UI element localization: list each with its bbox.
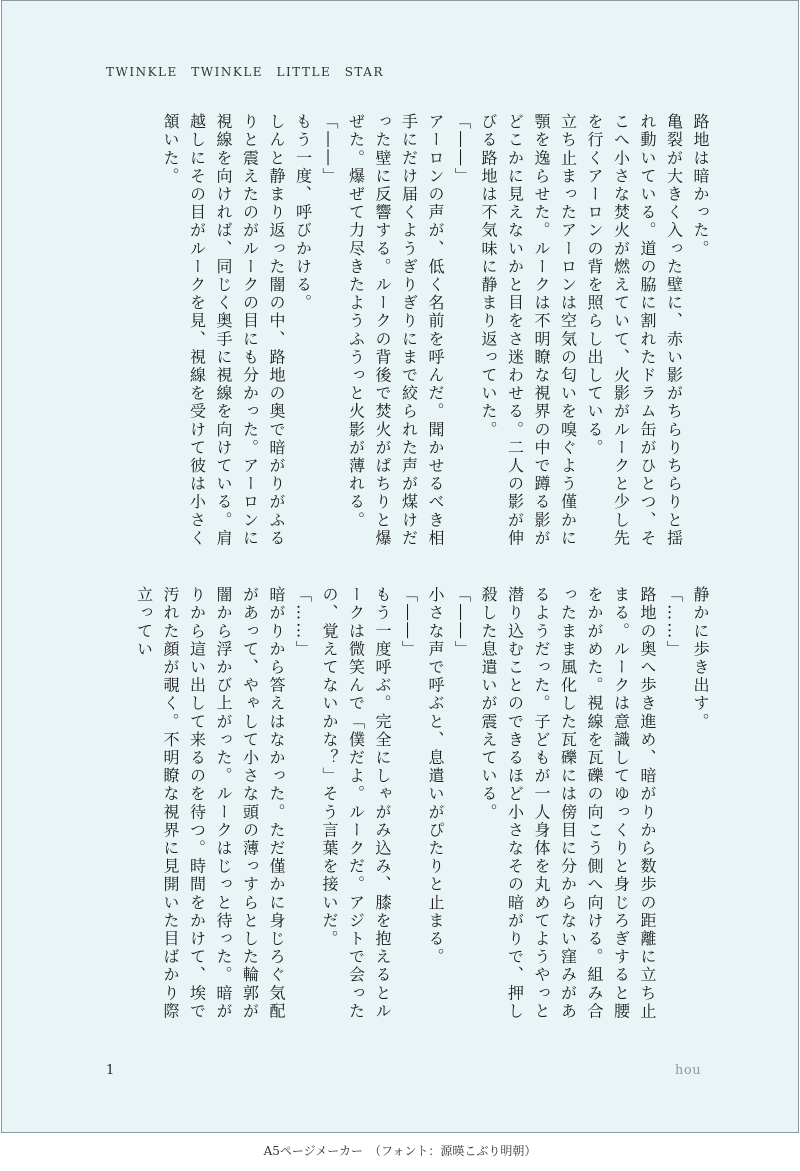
book-page: [1, 0, 799, 1133]
upper-text-block: [93, 113, 713, 565]
paragraph: 「――」: [452, 113, 472, 186]
paragraph: 路地の奥へ歩き進め、暗がりから数歩の距離に立ち止まる。ルークは意識してゆっくりと身じろぎすると腰をかがめた。視線を瓦礫の向こう側へ向ける。組み合ったまま風化した瓦礫には傍目に分からない窪みがあるようだった。子どもが一人身体を丸めてようやっと潜り込むことのできるほど小さなその暗がりで、押し殺した息遣いが震えている。: [479, 586, 657, 1021]
page-number: 1: [106, 1063, 115, 1078]
paragraph: 静かに歩き出す。: [691, 586, 710, 731]
paragraph: 路地は暗かった。: [691, 113, 710, 258]
paragraph: 「――」: [320, 113, 339, 186]
lower-text-block: [93, 586, 713, 1038]
footer-caption: A5ページメーカー （フォント：源暎こぶり明朝）: [263, 1144, 537, 1158]
paragraph: もう一度呼ぶ。完全にしゃがみ込み、膝を抱えるとルークは微笑んで「僕だよ。ルークだ。アジトで会ったの、覚えてないかな？」そう言葉を接いだ。: [320, 586, 392, 1021]
paragraph: アーロンの声が、低く名前を呼んだ。聞かせるべき相手にだけ届くようぎりぎりにまで絞られた声が煤けだった壁に反響する。ルークの背後で焚火がぱちりと爆ぜた。爆ぜて力尽きたようふうっと火影が薄れる。: [346, 113, 445, 548]
paragraph: 立ち止まったアーロンは空気の匂いを嗅ぐよう僅かに顎を逸らせた。ルークは不明瞭な視界の中で蹲る影がどこかに見えないかと目をさ迷わせる。二人の影が伸びる路地は不気味に静まり返っていた。: [479, 113, 578, 548]
running-head: TWINKLE TWINKLE LITTLE STAR: [106, 65, 384, 79]
paragraph: 亀裂が大きく入った壁に、赤い影がちらりちらりと揺れ動いている。道の脇に割れたドラム缶がひとつ、そこへ小さな焚火が燃えていて、火影がルークと少し先を行くアーロンの背を照らし出している。: [585, 113, 684, 548]
paragraph: もう一度、呼びかける。: [293, 113, 313, 313]
paragraph: 小さな声で呼ぶと、息遣いがぴたりと止まる。: [426, 586, 445, 967]
paragraph: 「……」: [293, 586, 313, 659]
paragraph: 暗がりから答えはなかった。ただ僅かに身じろぐ気配があって、やゃして小さな頭の薄っすらとした輪郭が闇から浮かび上がった。ルークはじっと待った。暗がりから這い出して来るのを待つ。時間をかけて、埃で汚れた顔が覗く。不明瞭な視界に見開いた目ばかり際立ってい: [134, 586, 286, 1021]
paragraph: しんと静まり返った闇の中、路地の奥で暗がりがふるりと震えたのがルークの目にも分かった。アーロンに視線を向ければ、同じく奥手に視線を向けている。肩越しにその目がルークを見、視線を受けて彼は小さく頷いた。: [161, 113, 286, 548]
author-name: hou: [675, 1063, 702, 1078]
paragraph: 「――」: [399, 586, 419, 659]
paragraph: 「……」: [664, 586, 684, 659]
paragraph: 「――」: [452, 586, 472, 659]
